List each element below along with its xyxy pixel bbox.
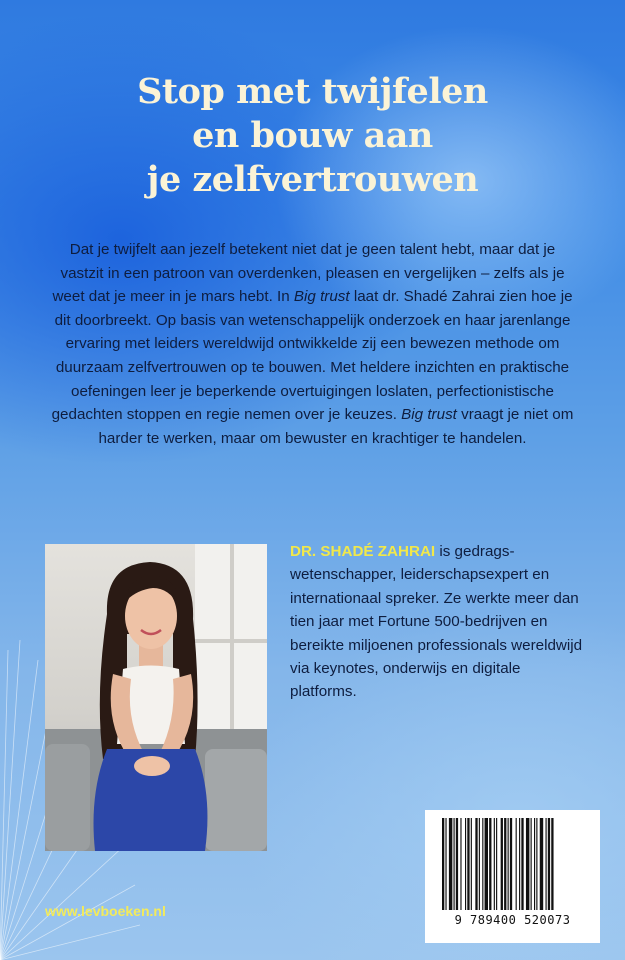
book-title-italic: Big trust <box>401 406 457 424</box>
barcode-bars <box>442 818 583 910</box>
book-blurb <box>50 238 575 450</box>
author-photo <box>45 544 267 851</box>
publisher-url: www.levboeken.nl <box>45 903 166 919</box>
headline-line-2: en bouw aan <box>192 115 433 156</box>
blurb-part-1: Dat je twijfelt aan jezelf betekent niet dat je geen talent hebt, maar dat je vastzit in een patroon van overdenken, pleasen en vergelijken – zelfs als je weet dat je meer in je mars hebt. In <box>52 241 565 306</box>
author-name: DR. SHADÉ ZAHRAI <box>290 543 436 560</box>
blurb-part-2: laat dr. Shadé Zahrai zien hoe je dit doorbreekt. Op basis van wetenschappelijk onderzoek en haar jarenlange ervaring met leiders wereldwijd ontwikkelde zij een bewezen methode om duurzaam zelfvertrouwen op te bouwen. Met heldere inzichten en praktische oefeningen leer je beperkende overtuigingen loslaten, perfectionistische gedachten stoppen en regie nemen over je keuzes. <box>51 288 573 424</box>
book-title-italic: Big trust <box>293 288 350 306</box>
headline-line-3: je zelfvertrouwen <box>146 159 479 200</box>
isbn-barcode <box>425 810 600 943</box>
author-bio-text: is gedragswetenschapper, leiderschapsexpert en internationaal spreker. Ze werkte meer dan tien jaar met Fortune 500-bedrijven en bereikte miljoenen professionals wereldwijd via keynotes, onderwijs en digitale platforms. <box>290 543 583 701</box>
isbn-number: 9 789400 520073 <box>454 913 571 927</box>
headline-line-1: Stop met twijfelen <box>137 71 488 112</box>
author-bio <box>290 540 590 704</box>
headline <box>0 70 625 202</box>
blurb-part-3: vraagt je niet om harder te werken, maar om bewuster en krachtiger te handelen. <box>98 406 574 447</box>
